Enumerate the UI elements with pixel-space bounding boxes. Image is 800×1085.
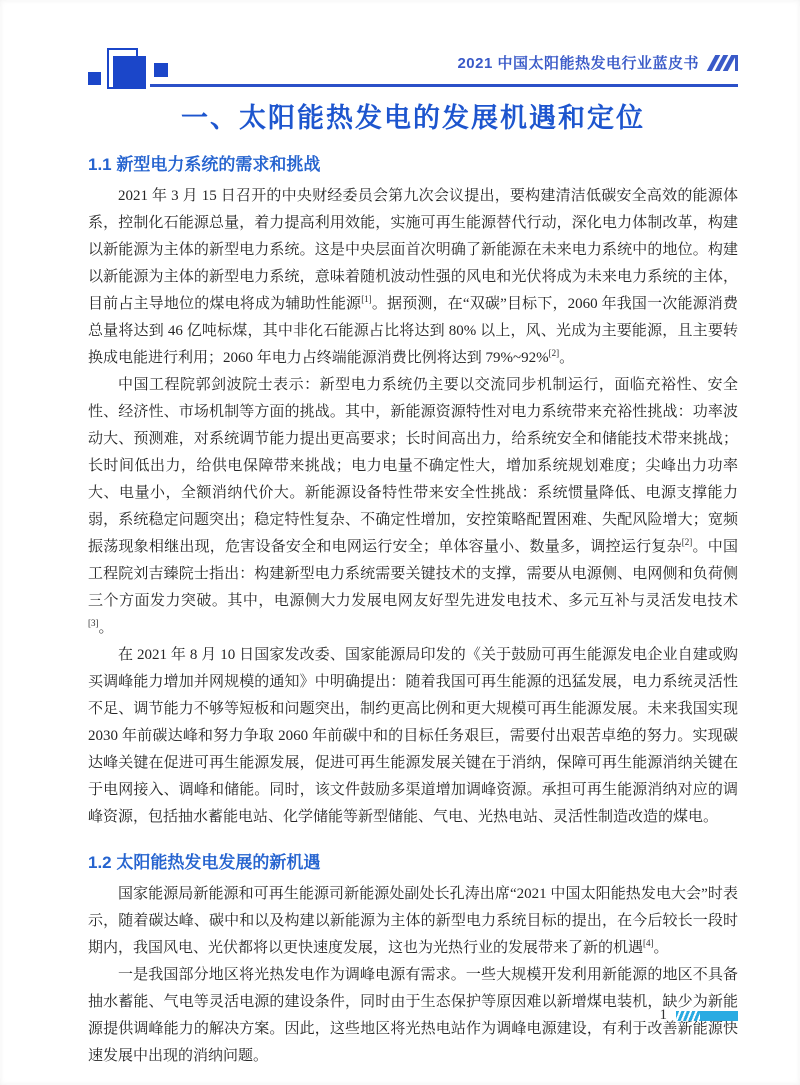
section-1-2	[88, 851, 738, 1070]
section-heading: 1.2 太阳能热发电发展的新机遇	[88, 853, 321, 872]
paragraph: 中国工程院郭剑波院士表示：新型电力系统仍主要以交流同步机制运行，面临充裕性、安全性、经济性、市场机制等方面的挑战。其中，新能源资源特性对电力系统带来充裕性挑战：功率波动大、预测难，对系统调节能力提出更高要求；长时间高出力，给系统安全和储能技术带来挑战；长时间低出力，给供电保障带来挑战；电力电量不确定性大，增加系统规划难度；尖峰出力功率大、电量小，全额消纳代价大。新能源设备特性带来安全性挑战：系统惯量降低、电源支撑能力弱，系统稳定问题突出；稳定特性复杂、不确定性增加，安控策略配置困难、失配风险增大；宽频振荡现象相继出现，危害设备安全和电网运行安全；单体容量小、数量多，调控运行复杂[2]。中国工程院刘吉臻院士指出：构建新型电力系统需要关键技术的支撑，需要从电源侧、电网侧和负荷侧三个方面发力突破。其中，电源侧大力发展电网友好型先进发电技术、多元互补与灵活发电技术[3]。	[88, 377, 738, 636]
paragraph: 国家能源局新能源和可再生能源司新能源处副处长孔涛出席“2021 中国太阳能热发电大会”时表示，随着碳达峰、碳中和以及构建以新能源为主体的新型电力系统目标的提出，在今后较长一段时期内，我国风电、光伏都将以更快速度发展，这也为光热行业的发展带来了新的机遇[4]。	[88, 886, 738, 956]
section-body	[88, 183, 738, 831]
section-heading: 1.1 新型电力系统的需求和挑战	[88, 155, 321, 174]
logo-small-right-square-icon	[154, 63, 168, 77]
triple-slash-icon	[711, 54, 738, 71]
chapter-title: 一、太阳能热发电的发展机遇和定位	[181, 103, 645, 133]
page-footer	[660, 1007, 739, 1024]
chapter-body	[88, 153, 738, 1070]
section-1-1	[88, 153, 738, 831]
running-header	[457, 52, 738, 73]
header-divider	[150, 84, 738, 87]
page-content	[88, 101, 738, 1070]
paragraph: 2021 年 3 月 15 日召开的中央财经委员会第九次会议提出，要构建清洁低碳安全高效的能源体系，控制化石能源总量，着力提高利用效能，实施可再生能源替代行动，深化电力体制改革，构建以新能源为主体的新型电力系统。这是中央层面首次明确了新能源在未来电力系统中的地位。构建以新能源为主体的新型电力系统，意味着随机波动性强的风电和光伏将成为未来电力系统的主体，目前占主导地位的煤电将成为辅助性能源[1]。据预测，在“双碳”目标下，2060 年我国一次能源消费总量将达到 46 亿吨标煤，其中非化石能源占比将达到 80% 以上，风、光成为主要能源，且主要转换成电能进行利用；2060 年电力占终端能源消费比例将达到 79%~92%[2]。	[88, 188, 738, 366]
section-body	[88, 881, 738, 1070]
page-number: 1	[659, 1007, 667, 1023]
paragraph: 在 2021 年 8 月 10 日国家发改委、国家能源局印发的《关于鼓励可再生能源发电企业自建或购买调峰能力增加并网规模的通知》中明确提出：随着我国可再生能源的迅猛发展，电力系统灵活性不足、调节能力不够等短板和问题突出，制约更高比例和更大规模可再生能源发展。未来我国实现 2030 年前碳达峰和努力争取 2060 年前碳中和的目标任务艰巨，需要付出艰苦卓绝的努力。实现碳达峰关键在促进可再生能源发展，促进可再生能源发展关键在于消纳，保障可再生能源消纳关键在于电网接入、调峰和储能。同时，该文件鼓励多渠道增加调峰资源。承担可再生能源消纳对应的调峰资源，包括抽水蓄能电站、化学储能等新型储能、气电、光热电站、灵活性制造改造的煤电。	[88, 647, 738, 825]
logo-big-square-icon	[113, 56, 146, 89]
paragraph: 一是我国部分地区将光热发电作为调峰电源有需求。一些大规模开发利用新能源的地区不具备抽水蓄能、气电等灵活电源的建设条件，同时由于生态保护等原因难以新增煤电装机，缺少为新能源提供调峰能力的解决方案。因此，这些地区将光热电站作为调峰电源建设，有利于改善新能源快速发展中出现的消纳问题。	[88, 967, 738, 1064]
logo-small-left-square-icon	[88, 72, 101, 85]
running-header-title: 2021 中国太阳能热发电行业蓝皮书	[457, 55, 699, 72]
footer-bar-stripes	[676, 1011, 700, 1021]
hatched-bar-icon	[676, 1011, 738, 1021]
